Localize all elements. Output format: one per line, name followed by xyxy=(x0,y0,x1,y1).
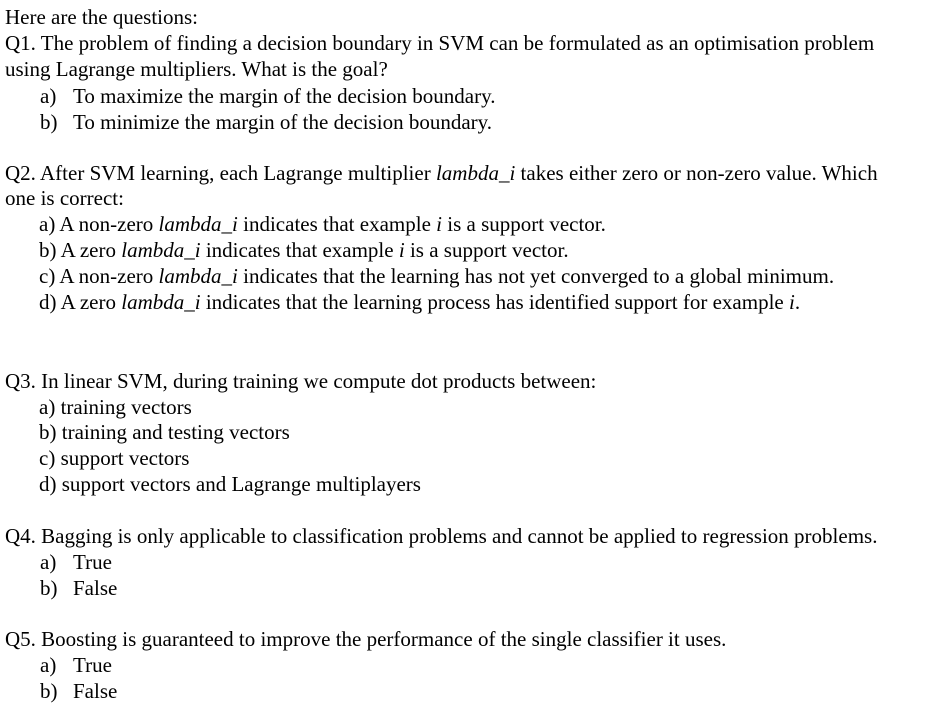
q2-line1-var: lambda_i xyxy=(435,161,516,185)
option-text-pre: c) A non-zero xyxy=(39,264,159,288)
option-label: a) xyxy=(40,653,57,677)
option-text-pre: d) A zero xyxy=(39,290,122,314)
option-text: False xyxy=(73,576,118,600)
q4-text-line1: Q4. Bagging is only applicable to classification problems and cannot be applied to regression problems. xyxy=(5,524,878,548)
option-var: lambda_i xyxy=(121,290,201,314)
q1-option-a xyxy=(40,83,496,109)
option-text-mid: indicates that the learning has not yet converged to a global minimum. xyxy=(237,264,835,288)
option-text-pre: a) A non-zero xyxy=(39,212,159,236)
q2-line1-pre: Q2. After SVM learning, each Lagrange multiplier xyxy=(5,161,436,185)
option-text: False xyxy=(73,679,118,703)
intro-text: Here are the questions: xyxy=(5,5,199,29)
option-text-mid: indicates that example xyxy=(237,212,437,236)
q5-option-a xyxy=(40,652,112,678)
option-label: b) xyxy=(40,110,58,134)
option-label: a) xyxy=(40,550,57,574)
option-var2: i xyxy=(788,290,795,314)
q2-line1-post: takes either zero or non-zero value. Which xyxy=(515,161,878,185)
option-text: True xyxy=(73,653,112,677)
option-text-mid: indicates that the learning process has identified support for example xyxy=(200,290,789,314)
option-text-mid: indicates that example xyxy=(200,238,399,262)
q3-text-line1: Q3. In linear SVM, during training we compute dot products between: xyxy=(5,369,597,393)
option-var2: i xyxy=(436,212,442,236)
q5-option-b xyxy=(40,678,117,704)
q2-option-b xyxy=(39,237,569,263)
option-text: To minimize the margin of the decision boundary. xyxy=(73,110,493,134)
q3-option-c: c) support vectors xyxy=(39,446,190,470)
option-var2: i xyxy=(398,238,405,262)
option-text-post: is a support vector. xyxy=(442,212,606,236)
option-var: lambda_i xyxy=(158,212,238,236)
q2-option-c xyxy=(39,263,834,289)
option-var: lambda_i xyxy=(158,264,238,288)
q4-option-b xyxy=(40,575,117,601)
q2-option-a xyxy=(39,211,606,237)
q2-text-line1 xyxy=(5,160,878,186)
option-text-post: . xyxy=(794,290,801,314)
option-label: b) xyxy=(40,576,58,600)
q4-option-a xyxy=(40,549,112,575)
q2-option-d xyxy=(39,289,800,315)
q5-text-line1: Q5. Boosting is guaranteed to improve the performance of the single classifier it uses. xyxy=(5,627,727,651)
q1-option-b xyxy=(40,109,492,135)
option-text: To maximize the margin of the decision boundary. xyxy=(73,84,496,108)
q2-text-line2: one is correct: xyxy=(5,186,124,210)
option-var: lambda_i xyxy=(121,238,201,262)
option-text-pre: b) A zero xyxy=(39,238,122,262)
option-text: True xyxy=(73,550,112,574)
q1-text-line2: using Lagrange multipliers. What is the goal? xyxy=(5,57,388,81)
option-label: a) xyxy=(40,84,57,108)
q3-option-d: d) support vectors and Lagrange multiplayers xyxy=(39,472,421,496)
q3-option-b: b) training and testing vectors xyxy=(39,420,290,444)
q3-option-a: a) training vectors xyxy=(39,395,192,419)
q1-text-line1: Q1. The problem of finding a decision boundary in SVM can be formulated as an optimisation problem xyxy=(5,31,875,55)
option-text-post: is a support vector. xyxy=(404,238,569,262)
option-label: b) xyxy=(40,679,58,703)
